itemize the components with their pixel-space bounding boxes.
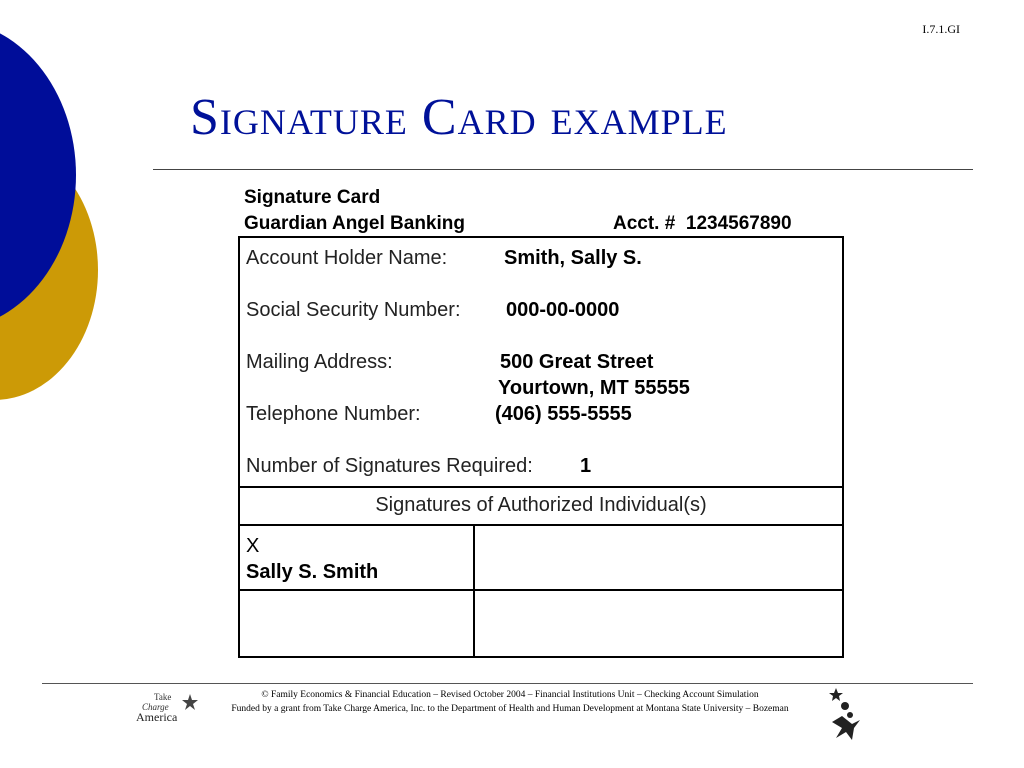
footer-line-2: Funded by a grant from Take Charge America, Inc. to the Department of Health and Human Development at Montana State University – Bozeman — [231, 704, 789, 714]
signature-mark: X — [246, 535, 260, 557]
title-divider — [153, 169, 973, 170]
telephone-value: (406) 555-5555 — [495, 403, 632, 425]
account-number: 1234567890 — [685, 213, 792, 234]
page-title: Signature Card example — [190, 89, 728, 146]
address-line-1: 500 Great Street — [500, 351, 654, 373]
signatures-required-label: Number of Signatures Required: — [246, 455, 533, 477]
card-heading: Signature Card — [244, 187, 381, 208]
telephone-label: Telephone Number: — [246, 403, 421, 425]
figure-star-logo — [822, 688, 864, 744]
take-charge-america-logo — [134, 690, 204, 724]
bank-name: Guardian Angel Banking — [244, 213, 465, 234]
svg-text:Take: Take — [154, 692, 172, 702]
slide-code: I.7.1.GI — [922, 22, 960, 36]
footer-text — [200, 688, 820, 716]
svg-text:Charge: Charge — [142, 702, 169, 712]
mailing-address-label: Mailing Address: — [246, 351, 393, 373]
footer-divider — [42, 683, 973, 684]
svg-text:America: America — [136, 710, 178, 724]
address-line-2: Yourtown, MT 55555 — [498, 377, 690, 399]
signatures-required-value: 1 — [580, 455, 592, 477]
signer-name: Sally S. Smith — [246, 561, 379, 583]
ssn-value: 000-00-0000 — [506, 299, 620, 321]
account-number-line — [613, 213, 792, 235]
divider-signature-row-2 — [240, 589, 842, 591]
signatures-header: Signatures of Authorized Individual(s) — [375, 494, 707, 516]
account-label: Acct. # — [613, 213, 676, 234]
divider-signatures-header — [240, 486, 842, 488]
holder-name-label: Account Holder Name: — [246, 247, 448, 269]
footer-line-1: © Family Economics & Financial Education – Revised October 2004 – Financial Institutions Unit – Checking Account Simulation — [261, 690, 759, 700]
holder-name-value: Smith, Sally S. — [504, 247, 642, 269]
signature-column-divider — [473, 524, 475, 658]
signature-card — [238, 236, 844, 658]
ssn-label: Social Security Number: — [246, 299, 461, 321]
divider-signature-rows — [240, 524, 842, 526]
